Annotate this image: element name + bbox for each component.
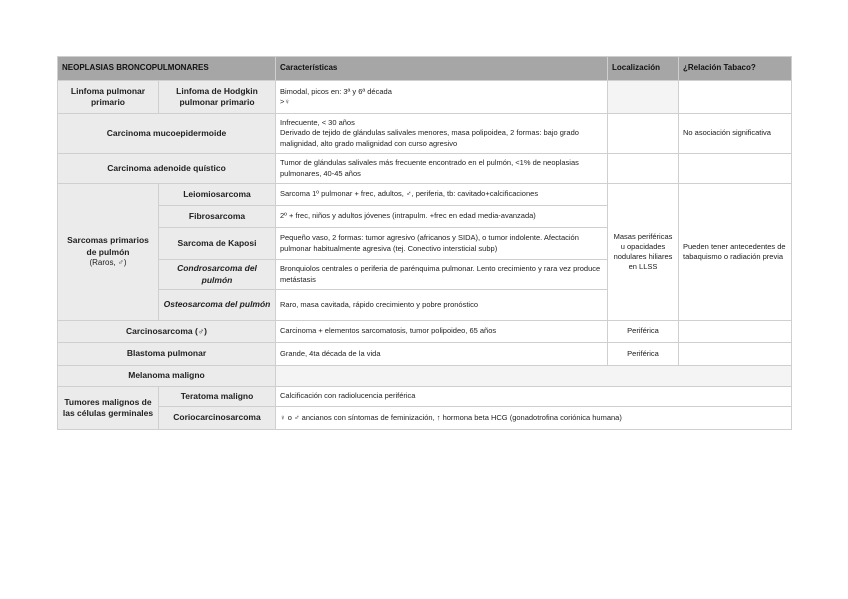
table-header-row xyxy=(58,57,792,81)
fibrosarcoma-cell: Fibrosarcoma xyxy=(159,206,276,228)
mucoepidermoide-desc-cell xyxy=(276,114,608,154)
header-tabaco: ¿Relación Tabaco? xyxy=(679,57,792,81)
carcinosarcoma-loc-cell: Periférica xyxy=(608,321,679,343)
table-row xyxy=(58,343,792,366)
carcinosarcoma-tabaco-cell xyxy=(679,321,792,343)
melanoma-empty-cell xyxy=(276,366,792,387)
adenoide-name-cell: Carcinoma adenoide quístico xyxy=(58,154,276,184)
leiomiosarcoma-desc-cell: Sarcoma 1º pulmonar + frec, adultos, ♂, periferia, tb: cavitado+calcificaciones xyxy=(276,184,608,206)
header-neoplasias: NEOPLASIAS BRONCOPULMONARES xyxy=(58,57,276,81)
kaposi-desc-cell: Pequeño vaso, 2 formas: tumor agresivo (africanos y SIDA), o tumor indolente. Afectación pulmonar habitualmente agresiva (tej. Conectivo intersticial subp) xyxy=(276,228,608,260)
kaposi-cell: Sarcoma de Kaposi xyxy=(159,228,276,260)
linfoma-desc-line2: >♀ xyxy=(280,97,291,106)
mucoepidermoide-tabaco-cell: No asociación significativa xyxy=(679,114,792,154)
osteosarcoma-cell: Osteosarcoma del pulmón xyxy=(159,290,276,321)
mucoepidermoide-desc-line2: Derivado de tejido de glándulas salivales menores, masa polipoidea, 2 formas: bajo grado malignidad, alto grado malignidad con curso agresivo xyxy=(280,128,579,148)
teratoma-desc-cell: Calcificación con radiolucencia periférica xyxy=(276,387,792,407)
coriocarcinosarcoma-desc-cell: ♀ o ♂ ancianos con síntomas de feminización, ↑ hormona beta HCG (gonadotrofina coriónica humana) xyxy=(276,407,792,430)
mucoepidermoide-name-cell: Carcinoma mucoepidermoide xyxy=(58,114,276,154)
osteosarcoma-desc-cell: Raro, masa cavitada, rápido crecimiento y pobre pronóstico xyxy=(276,290,608,321)
adenoide-tabaco-cell xyxy=(679,154,792,184)
fibrosarcoma-desc-cell: 2º + frec, niños y adultos jóvenes (intrapulm. +frec en edad media-avanzada) xyxy=(276,206,608,228)
linfoma-tabaco-cell xyxy=(679,81,792,114)
blastoma-desc-cell: Grande, 4ta década de la vida xyxy=(276,343,608,366)
neoplasias-table xyxy=(57,56,792,430)
table-row xyxy=(58,81,792,114)
mucoepidermoide-desc-line1: Infrecuente, < 30 años xyxy=(280,118,355,128)
linfoma-group-cell: Linfoma pulmonar primario xyxy=(58,81,159,114)
germinales-group-cell: Tumores malignos de las células germinales xyxy=(58,387,159,430)
mucoepidermoide-loc-cell xyxy=(608,114,679,154)
linfoma-desc-line1: Bimodal, picos en: 3ª y 6ª década xyxy=(280,86,392,96)
table-row xyxy=(58,184,792,206)
condrosarcoma-desc-cell: Bronquiolos centrales o periferia de parénquima pulmonar. Lento crecimiento y rara vez produce metástasis xyxy=(276,260,608,290)
linfoma-loc-cell xyxy=(608,81,679,114)
adenoide-loc-cell xyxy=(608,154,679,184)
sarcomas-loc-cell: Masas periféricas u opacidades nodulares hiliares en LLSS xyxy=(608,184,679,321)
header-caracteristicas: Características xyxy=(276,57,608,81)
blastoma-name-cell: Blastoma pulmonar xyxy=(58,343,276,366)
sarcomas-group-cell xyxy=(58,184,159,321)
teratoma-cell: Teratoma maligno xyxy=(159,387,276,407)
carcinosarcoma-desc-cell: Carcinoma + elementos sarcomatosis, tumor polipoideo, 65 años xyxy=(276,321,608,343)
leiomiosarcoma-cell: Leiomiosarcoma xyxy=(159,184,276,206)
coriocarcinosarcoma-cell: Coriocarcinosarcoma xyxy=(159,407,276,430)
table-row xyxy=(58,407,792,430)
blastoma-loc-cell: Periférica xyxy=(608,343,679,366)
melanoma-name-cell: Melanoma maligno xyxy=(58,366,276,387)
blastoma-tabaco-cell xyxy=(679,343,792,366)
table-row xyxy=(58,366,792,387)
table-row xyxy=(58,321,792,343)
carcinosarcoma-name-cell: Carcinosarcoma (♂) xyxy=(58,321,276,343)
sarcomas-group-label: Sarcomas primarios de pulmón xyxy=(67,235,149,257)
sarcomas-tabaco-cell: Pueden tener antecedentes de tabaquismo o radiación previa xyxy=(679,184,792,321)
adenoide-desc-cell: Tumor de glándulas salivales más frecuente encontrado en el pulmón, <1% de neoplasias pulmonares, 40-45 años xyxy=(276,154,608,184)
sarcomas-group-note: (Raros, ♂) xyxy=(89,258,127,268)
linfoma-desc-cell xyxy=(276,81,608,114)
linfoma-hodgkin-cell: Linfoma de Hodgkin pulmonar primario xyxy=(159,81,276,114)
condrosarcoma-cell: Condrosarcoma del pulmón xyxy=(159,260,276,290)
header-localizacion: Localización xyxy=(608,57,679,81)
table-row xyxy=(58,154,792,184)
table-row xyxy=(58,114,792,154)
table-row xyxy=(58,387,792,407)
